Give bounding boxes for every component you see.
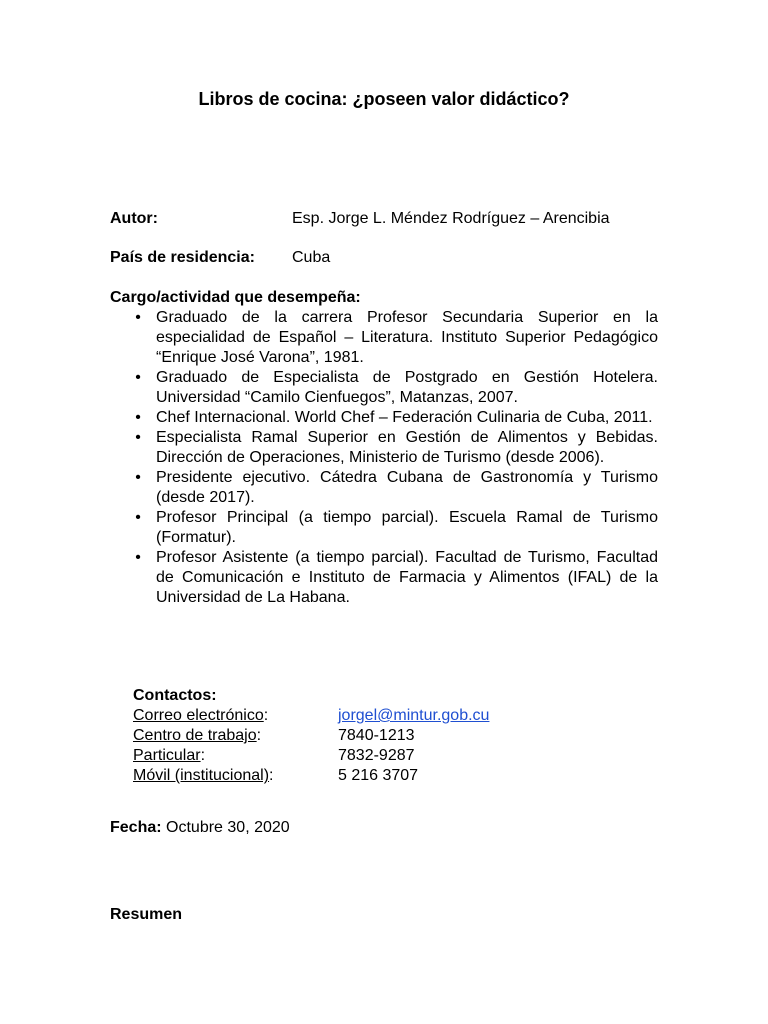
- list-item: [110, 408, 658, 428]
- document-title: Libros de cocina: ¿poseen valor didáctico?: [198, 89, 570, 109]
- date-value: Octubre 30, 2020: [166, 819, 290, 836]
- date-label: Fecha:: [110, 819, 162, 836]
- contact-personal-row: [133, 746, 533, 766]
- cargo-item-text: Graduado de Especialista de Postgrado en Gestión Hotelera. Universidad “Camilo Cienfuegos”, Matanzas, 2007.: [156, 369, 658, 406]
- list-item: [110, 368, 658, 408]
- summary-heading: Resumen: [110, 906, 183, 923]
- cargo-list: [110, 308, 658, 608]
- cargo-item-text: Especialista Ramal Superior en Gestión de Alimentos y Bebidas. Dirección de Operaciones, Ministerio de Turismo (desde 2006).: [156, 429, 658, 466]
- bullet-icon: •: [135, 469, 141, 486]
- cargo-heading: Cargo/actividad que desempeña:: [110, 289, 361, 306]
- contact-email-row: [133, 706, 533, 726]
- contacts-heading: Contactos:: [133, 687, 217, 704]
- cargo-item-text: Chef Internacional. World Chef – Federación Culinaria de Cuba, 2011.: [156, 409, 653, 426]
- bullet-icon: •: [135, 549, 141, 566]
- contact-work-row: [133, 726, 533, 746]
- contact-personal-label: Particular:: [133, 747, 206, 764]
- list-item: [110, 468, 658, 508]
- contact-work-value: 7840-1213: [338, 727, 415, 744]
- cargo-item-text: Graduado de la carrera Profesor Secundaria Superior en la especialidad de Español – Literatura. Instituto Superior Pedagógico “Enrique José Varona”, 1981.: [156, 309, 658, 366]
- bullet-icon: •: [135, 369, 141, 386]
- list-item: [110, 508, 658, 548]
- bullet-icon: •: [135, 409, 141, 426]
- cargo-item-text: Profesor Asistente (a tiempo parcial). Facultad de Turismo, Facultad de Comunicación e Instituto de Farmacia y Alimentos (IFAL) de la Universidad de La Habana.: [156, 549, 658, 606]
- contact-mobile-value: 5 216 3707: [338, 767, 419, 784]
- residence-value: Cuba: [292, 249, 331, 266]
- contact-mobile-label: Móvil (institucional):: [133, 767, 274, 784]
- list-item: [110, 308, 658, 368]
- bullet-icon: •: [135, 309, 141, 326]
- date-line: [110, 818, 290, 838]
- author-value: Esp. Jorge L. Méndez Rodríguez – Arencibia: [292, 210, 610, 227]
- list-item: [110, 428, 658, 468]
- contact-email-value: [338, 706, 489, 726]
- cargo-item-text: Profesor Principal (a tiempo parcial). Escuela Ramal de Turismo (Formatur).: [156, 509, 658, 546]
- residence-row: [110, 248, 670, 268]
- bullet-icon: •: [135, 509, 141, 526]
- residence-label: País de residencia:: [110, 249, 255, 266]
- list-item: [110, 548, 658, 608]
- contact-personal-value: 7832-9287: [338, 747, 415, 764]
- author-label: Autor:: [110, 210, 158, 227]
- contact-mobile-row: [133, 766, 533, 786]
- email-link[interactable]: jorgel@mintur.gob.cu: [338, 707, 490, 724]
- author-row: [110, 209, 670, 229]
- cargo-item-text: Presidente ejecutivo. Cátedra Cubana de Gastronomía y Turismo (desde 2017).: [156, 469, 658, 506]
- contact-work-label: Centro de trabajo:: [133, 727, 262, 744]
- contact-email-label: Correo electrónico:: [133, 707, 269, 724]
- bullet-icon: •: [135, 429, 141, 446]
